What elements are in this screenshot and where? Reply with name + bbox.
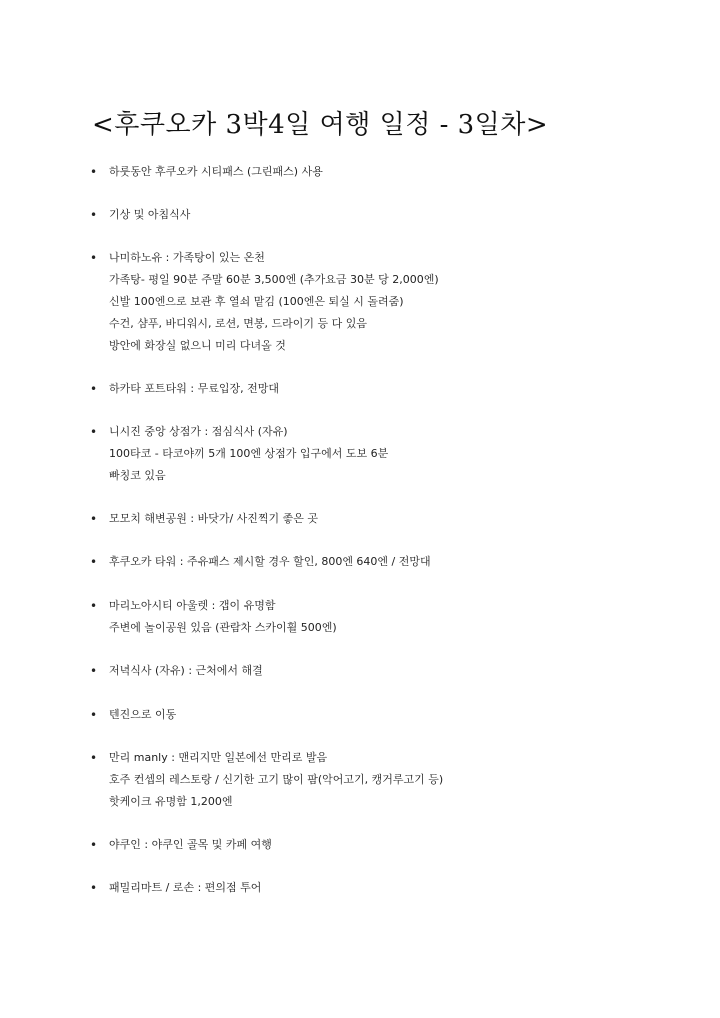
item-detail: 수건, 샴푸, 바디워시, 로션, 면봉, 드라이기 등 다 있음 (109, 317, 367, 330)
page-title: <후쿠오카 3박4일 여행 일정 - 3일차> (92, 110, 549, 140)
bullet-icon: • (90, 751, 98, 765)
bullet-icon: • (90, 382, 98, 396)
item-detail: 가족탕- 평일 90분 주말 60분 3,500엔 (추가요금 30분 당 2,000엔) (109, 273, 439, 286)
item-detail: 100타코 - 타코야끼 5개 100엔 상점가 입구에서 도보 6분 (109, 447, 389, 460)
item-detail: 빠칭코 있음 (109, 469, 166, 482)
item-heading: 패밀리마트 / 로손 : 편의점 투어 (109, 881, 262, 894)
item-heading: 니시진 중앙 상점가 : 점심식사 (자유) (109, 425, 288, 438)
item-heading: 나미하노유 : 가족탕이 있는 온천 (109, 251, 265, 264)
item-heading: 하룻동안 후쿠오카 시티패스 (그린패스) 사용 (109, 165, 323, 178)
bullet-icon: • (90, 165, 98, 179)
bullet-icon: • (90, 664, 98, 678)
item-heading: 기상 및 아침식사 (109, 208, 191, 221)
item-heading: 모모치 해변공원 : 바닷가/ 사진찍기 좋은 곳 (109, 512, 319, 525)
item-heading: 마리노아시티 아울렛 : 갭이 유명함 (109, 599, 276, 612)
item-detail: 주변에 놀이공원 있음 (관람차 스카이휠 500엔) (109, 621, 337, 634)
bullet-icon: • (90, 599, 98, 613)
item-heading: 텐진으로 이동 (109, 708, 177, 721)
bullet-icon: • (90, 251, 98, 265)
item-detail: 신발 100엔으로 보관 후 열쇠 맡김 (100엔은 퇴실 시 돌려줌) (109, 295, 404, 308)
bullet-icon: • (90, 708, 98, 722)
item-detail: 핫케이크 유명함 1,200엔 (109, 795, 233, 808)
item-heading: 만리 manly : 맨리지만 일본에선 만리로 발음 (109, 751, 328, 764)
item-detail: 호주 컨셉의 레스토랑 / 신기한 고기 많이 팜(악어고기, 캥거루고기 등) (109, 773, 444, 786)
bullet-icon: • (90, 881, 98, 895)
item-heading: 하카타 포트타워 : 무료입장, 전망대 (109, 382, 279, 395)
bullet-icon: • (90, 425, 98, 439)
bullet-icon: • (90, 555, 98, 569)
bullet-icon: • (90, 838, 98, 852)
item-detail: 방안에 화장실 없으니 미리 다녀올 것 (109, 339, 286, 352)
item-heading: 저녁식사 (자유) : 근처에서 해결 (109, 664, 263, 677)
item-heading: 야쿠인 : 야쿠인 골목 및 카페 여행 (109, 838, 272, 851)
bullet-icon: • (90, 512, 98, 526)
item-heading: 후쿠오카 타워 : 주유패스 제시할 경우 할인, 800엔 640엔 / 전망대 (109, 555, 431, 568)
bullet-icon: • (90, 208, 98, 222)
